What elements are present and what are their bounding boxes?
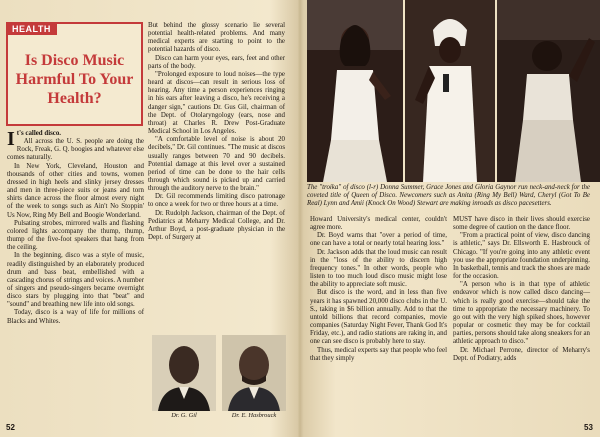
paragraph: Disco can harm your eyes, ears, feet and other parts of the body. [148, 54, 285, 70]
paragraph: Dr. Rudolph Jackson, chairman of the Dept. of Pediatrics at Meharry Medical College, and Dr. Arthur Boyd, a post-graduate physician in the Dept. of Surgery at [148, 209, 285, 242]
portrait-caption: Dr. G. Gil [171, 412, 197, 419]
headline: Is Disco Music Harmful To Your Health? [15, 52, 134, 107]
paragraph: "A person who is in that type of athletic endeavor which is now called disco dancing—which is really good exercise—should take the time to appropriate the necessary machinery. To go out with the very high spiked shoes, however popular or cosmetic they may be for cocktail parties, persons should take along sneakers for an athletic approach to disco." [453, 281, 590, 346]
paragraph: Dr. Gil recommends limiting disco patronage to once a week for two or three hours at a time. [148, 193, 285, 209]
section-label: HEALTH [6, 22, 57, 35]
paragraph: Howard University's medical center, couldn't agree more. [310, 216, 447, 232]
portrait-caption: Dr. E. Hasbrouck [231, 412, 277, 419]
photo-grace-jones [405, 0, 495, 182]
left-column-1 [7, 130, 144, 326]
paragraph: Dr. Michael Perrone, director of Meharry's Dept. of Podiatry, adds [453, 346, 590, 362]
page-number-left: 52 [6, 423, 15, 432]
paragraph: "Prolonged exposure to loud noises—the type heard at discos—can result in serious loss of hearing. Any time a person experiences ringing in his ears after leaving a disco, he's receiving a danger sign," cautions Dr. Gus Gil, chairman of the Dept. of Otolaryngology (ears, nose and throat) at Charles R. Drew Post-Graduate Medical School in Los Angeles. [148, 70, 285, 136]
intro-paragraph: It's called disco. [7, 128, 62, 150]
paragraph: All across the U. S. people are doing the Rock, Freak, G. Q. boogies and whatever else comes naturally. [7, 138, 144, 162]
paragraph: "A comfortable level of noise is about 20 decibels," Dr. Gil continues. "The music at discos usually ranges between 70 and 90 decibels. Potential damage at this level over a sustained period of time can be done to the hair cells through which sound is picked up and carried through the auditory nerve to the brain." [148, 136, 285, 193]
paragraph: "From a practical point of view, disco dancing is athletic," says Dr. Ellsworth E. Hasbrouck of Chicago. "If you're going into any athletic event you use the appropriate foundation underpinning. In basketball, tennis and track the shoes are made for the occasion. [453, 232, 590, 281]
paragraph: Pulsating strobes, mirrored walls and flashing colored lights accompany the thump, thump, thump of the five-foot speakers that hang from the ceiling. [7, 219, 144, 252]
performer-image [307, 0, 403, 182]
paragraph: Dr. Boyd warns that "over a period of time, one can have a total or nearly total hearing loss." [310, 232, 447, 248]
portrait-image [152, 335, 216, 411]
page-number-right: 53 [584, 423, 593, 432]
paragraph: Today, disco is a way of life for millions of Blacks and Whites. [7, 309, 144, 325]
paragraph: But behind the glossy scenario lie several potential health-related problems. And many medical experts are starting to point to the potential hazards of disco. [148, 22, 285, 54]
right-column-1 [310, 216, 447, 363]
photo-donna-summer [307, 0, 403, 182]
paragraph: Thus, medical experts say that people who feel that they simply [310, 346, 447, 362]
paragraph: But disco is the word, and in less than five years it has spawned 20,000 disco clubs in the U. S., taking in $6 billion annually. Add to that the untold billions that record companies, movie companies (Saturday Night Fever, Thank God It's Friday, etc.), and radio stations are raking in, and one can see disco is probably here to stay. [310, 289, 447, 346]
performer-image [497, 0, 600, 182]
paragraph: MUST have disco in their lives should exercise some degree of caution on the dance floor. [453, 216, 590, 232]
photo-caption: The "troika" of disco (l-r) Donna Summer, Grace Jones and Gloria Gaynor run neck-and-neck for the coveted title of Queen of Disco. Newcomers such as Anita (Ring My Bell) Ward, Cheryl (Got To Be Real) Lynn and Amii (Knock On Wood) Stewart are making inroads as disco pacesetters. [307, 184, 590, 208]
paragraph: Dr. Jackson adds that the loud music can result in the "loss of the ability to discern high frequency tones." In other words, people who listen to too much loud disco music might lose the ability to appreciate soft music. [310, 248, 447, 289]
paragraph: In the beginning, disco was a style of music, readily distinguished by an elaborately produced drum and bass beat, embellished with a cascading chorus of strings and voices. A number of singers and pseudo-singers became overnight disco stars by plugging into that "beat" and "sound" and breathing new life into old songs. [7, 252, 144, 309]
drop-cap: I [7, 128, 15, 150]
paragraph: In New York, Cleveland, Houston and thousands of other cities and towns, women dressed in high heels and slinky jersey dresses and men in three-piece suits or jeans and torn shirts dance across the floor almost every night of the week to songs such as Ain't No Stoppin' Us Now, Ring My Bell and Boogie Wonderland. [7, 162, 144, 219]
left-column-2 [148, 22, 285, 242]
photo-gloria-gaynor [497, 0, 600, 182]
article-header-box [6, 22, 143, 126]
right-column-2 [453, 216, 590, 363]
portrait-image [222, 335, 286, 411]
performer-image [405, 0, 495, 182]
portrait-dr-gil [152, 335, 216, 411]
portrait-dr-hasbrouck [222, 335, 286, 411]
